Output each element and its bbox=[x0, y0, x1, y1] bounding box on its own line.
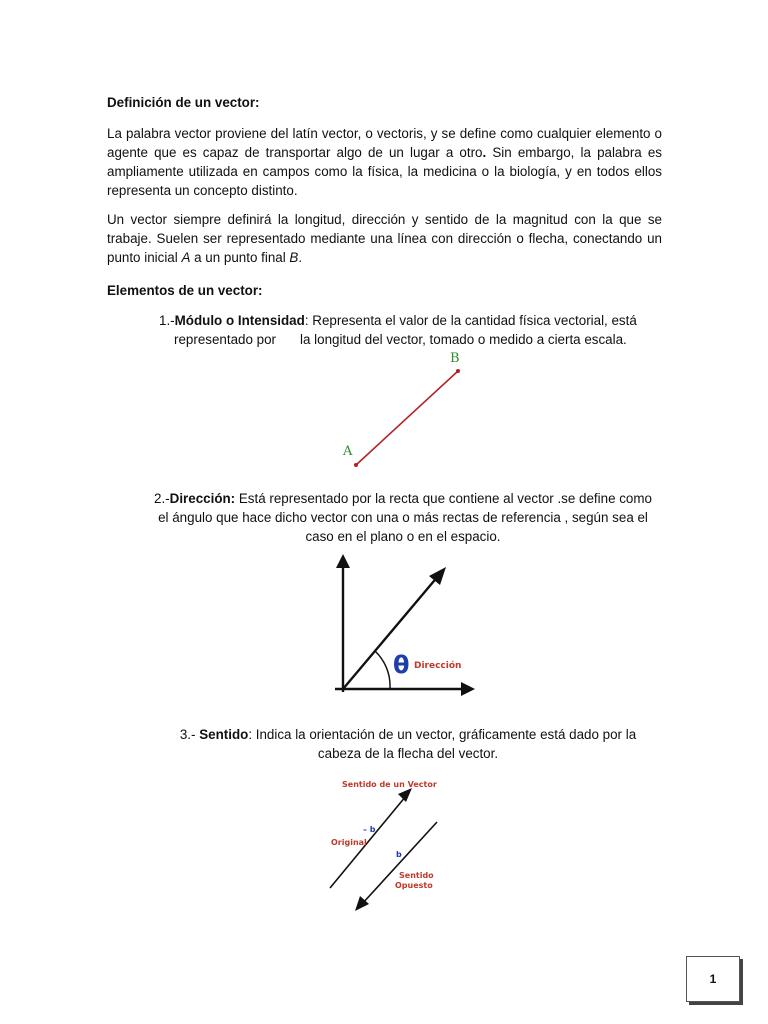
x-axis-arrowhead bbox=[461, 682, 475, 696]
figure-modulo-vector bbox=[330, 346, 480, 476]
item-sentido bbox=[158, 725, 658, 763]
item-text-2a: representado por bbox=[174, 332, 276, 347]
vector-line bbox=[356, 371, 458, 465]
b-label: b bbox=[396, 850, 402, 859]
item-modulo bbox=[150, 311, 690, 349]
minus-b-label: – b bbox=[363, 825, 376, 834]
direccion-label: Dirección bbox=[414, 661, 462, 671]
item-term: Módulo o Intensidad bbox=[174, 313, 305, 328]
original-vector-arrowhead bbox=[398, 788, 412, 802]
paragraph-vector-description bbox=[107, 210, 662, 267]
y-axis-arrowhead bbox=[336, 554, 350, 568]
item-number: 2.- bbox=[154, 491, 170, 506]
angle-arc bbox=[375, 651, 390, 688]
figure-sentido bbox=[320, 776, 450, 914]
label-a: A bbox=[343, 444, 353, 459]
item-number: 1.- bbox=[159, 313, 175, 328]
theta-symbol: θ bbox=[393, 651, 410, 679]
item-text: Está representado por la recta que contiene al vector .se define como el ángulo que hace dicho vector con una o más rectas de referencia , según sea el caso en el plano o en el espacio. bbox=[158, 491, 652, 544]
paragraph-definition bbox=[107, 124, 662, 200]
opposite-vector bbox=[362, 822, 437, 904]
label-b: B bbox=[450, 351, 460, 366]
item-term: Sentido bbox=[199, 727, 249, 742]
item-term: Dirección: bbox=[169, 491, 236, 506]
item-text: : Indica la orientación de un vector, gráficamente está dado por la cabeza de la flecha del vector. bbox=[248, 727, 637, 761]
page-number: 1 bbox=[709, 972, 717, 986]
paragraph-definition-text: La palabra vector proviene del latín vector, o vectoris, y se define como cualquier elemento o agente que es capaz de transportar algo de un lugar a otro bbox=[107, 126, 662, 160]
item-direccion bbox=[148, 489, 658, 546]
sentido-title: Sentido de un Vector bbox=[342, 780, 437, 789]
paragraph-vector-text-2: a un punto final bbox=[190, 250, 290, 265]
point-b-dot bbox=[456, 369, 460, 373]
direction-vector bbox=[343, 575, 439, 689]
paragraph-vector-text: Un vector siempre definirá la longitud, dirección y sentido de la magnitud con la que se trabaje. Suelen ser representado mediante una línea con dirección o flecha, conectando un punto inicial bbox=[107, 212, 662, 265]
point-a-dot bbox=[354, 463, 358, 467]
paragraph-definition-text-2: Sin embargo, la palabra es ampliamente utilizada en campos como la física, la medicina o la biología, y en todos ellos representa un concepto distinto. bbox=[107, 145, 662, 198]
point-b-label: B bbox=[289, 250, 299, 265]
section-heading-elements: Elementos de un vector: bbox=[107, 283, 263, 298]
point-a-label: A bbox=[181, 250, 191, 265]
item-text: : Representa el valor de la cantidad física vectorial, está bbox=[304, 313, 637, 328]
paragraph-vector-text-3: . bbox=[298, 250, 303, 265]
opuesto-label: Opuesto bbox=[395, 881, 433, 890]
section-heading-definition: Definición de un vector: bbox=[107, 95, 260, 110]
item-text-2b: la longitud del vector, tomado o medido a cierta escala. bbox=[300, 332, 627, 347]
page-number-box bbox=[686, 956, 740, 1002]
original-label: Original bbox=[331, 838, 367, 847]
sentido-label: Sentido bbox=[399, 871, 434, 880]
item-modulo-line1 bbox=[150, 311, 690, 330]
bold-period: . bbox=[482, 145, 487, 160]
item-number: 3.- bbox=[179, 727, 200, 742]
figure-direccion bbox=[325, 552, 485, 702]
